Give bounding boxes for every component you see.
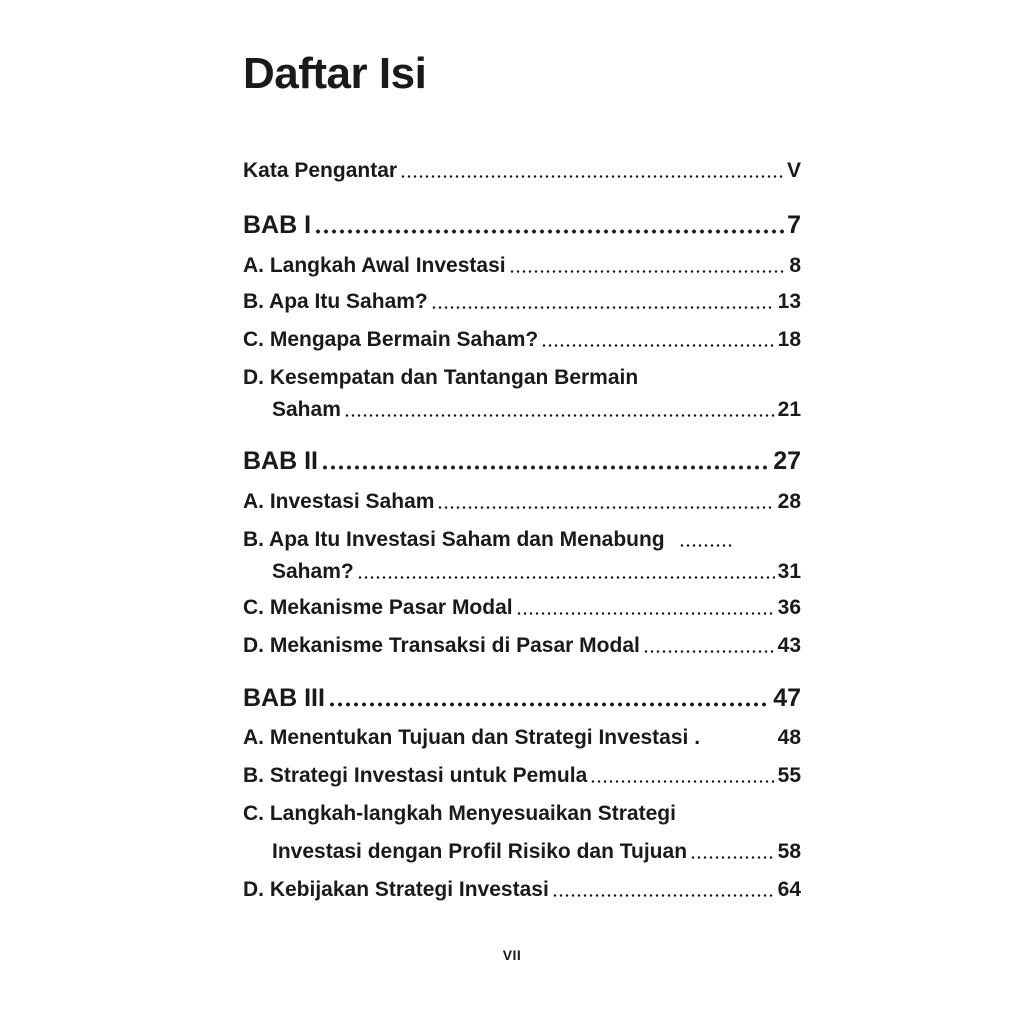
toc-entry-label: B. Apa Itu Saham? — [243, 290, 428, 313]
toc-entry-label: D. Kebijakan Strategi Investasi — [243, 878, 549, 901]
toc-entry-page: 31 — [777, 560, 801, 583]
toc-chapter-page: 7 — [787, 211, 801, 239]
toc-entry-page: 21 — [777, 398, 801, 421]
toc-entry-page: 48 — [777, 726, 801, 749]
dot-leader — [344, 413, 775, 418]
toc-entry-page: 43 — [777, 634, 801, 657]
dot-leader — [541, 343, 774, 348]
toc-entry-page: 55 — [777, 764, 801, 787]
dot-leader — [328, 701, 770, 708]
toc-entry-bab2-a[interactable] — [243, 488, 801, 516]
toc-entry-bab2-b[interactable] — [272, 558, 801, 586]
toc-entry-label: C. Mekanisme Pasar Modal — [243, 596, 513, 619]
dot-leader — [590, 779, 774, 784]
dot-leader — [321, 464, 770, 471]
toc-entry-bab1-b[interactable] — [243, 288, 801, 316]
toc-entry-page: 13 — [777, 290, 801, 313]
toc-entry-bab2-d[interactable] — [243, 632, 801, 660]
dot-leader — [400, 174, 784, 179]
toc-chapter-label: BAB II — [243, 447, 318, 475]
page-title: Daftar Isi — [243, 49, 427, 98]
toc-entry-label: A. Langkah Awal Investasi — [243, 254, 506, 277]
toc-entry-bab3-b[interactable] — [243, 762, 801, 790]
toc-chapter-bab-2[interactable] — [243, 445, 801, 477]
toc-chapter-label: BAB III — [243, 684, 325, 712]
toc-entry-bab3-c[interactable] — [272, 838, 801, 866]
toc-entry-bab1-a[interactable] — [243, 252, 801, 280]
toc-entry-label: A. Investasi Saham — [243, 490, 435, 513]
toc-entry-label: B. Apa Itu Investasi Saham dan Menabung — [243, 528, 665, 551]
dot-leader — [679, 543, 733, 548]
toc-entry-bab1-d-line1[interactable]: D. Kesempatan dan Tantangan Bermain — [243, 366, 639, 389]
toc-entry-label: D. Mekanisme Transaksi di Pasar Modal — [243, 634, 640, 657]
toc-entry-bab2-b-line1[interactable] — [243, 526, 801, 554]
toc-entry-bab3-c-line1[interactable]: C. Langkah-langkah Menyesuaikan Strategi — [243, 802, 676, 825]
toc-entry-label: Investasi dengan Profil Risiko dan Tujuan — [272, 840, 688, 863]
toc-entry-page: 28 — [777, 490, 801, 513]
toc-entry-bab3-d[interactable] — [243, 876, 801, 904]
dot-leader — [643, 649, 775, 654]
toc-entry-bab1-d[interactable] — [272, 396, 801, 424]
toc-entry-page: 58 — [777, 840, 801, 863]
dot-leader — [509, 269, 787, 274]
toc-entry-bab3-a[interactable] — [243, 724, 801, 752]
toc-chapter-bab-3[interactable] — [243, 682, 801, 714]
toc-entry-page: 8 — [789, 254, 801, 277]
toc-entry-kata-pengantar[interactable] — [243, 157, 801, 185]
toc-entry-label: Saham — [272, 398, 341, 421]
page-number: VII — [502, 947, 522, 963]
dot-leader — [516, 611, 775, 616]
toc-chapter-label: BAB I — [243, 211, 312, 239]
dot-leader — [431, 305, 775, 310]
toc-entry-page: V — [786, 159, 801, 182]
toc-entry-bab1-c[interactable] — [243, 326, 801, 354]
toc-entry-label: Saham? — [272, 560, 354, 583]
dot-leader — [437, 505, 774, 510]
toc-chapter-page: 47 — [773, 684, 801, 712]
dot-leader — [357, 575, 775, 580]
toc-entry-page: 64 — [777, 878, 801, 901]
dot-leader — [690, 855, 775, 860]
dot-leader — [314, 228, 784, 235]
toc-chapter-page: 27 — [773, 447, 801, 475]
toc-entry-bab2-c[interactable] — [243, 594, 801, 622]
toc-entry-label: A. Menentukan Tujuan dan Strategi Investasi . — [243, 726, 701, 749]
dot-leader — [552, 893, 775, 898]
toc-chapter-bab-1[interactable] — [243, 209, 801, 241]
toc-entry-page: 36 — [777, 596, 801, 619]
toc-entry-label: Kata Pengantar — [243, 159, 398, 182]
toc-entry-label: B. Strategi Investasi untuk Pemula — [243, 764, 588, 787]
toc-entry-label: C. Mengapa Bermain Saham? — [243, 328, 539, 351]
toc-entry-page: 18 — [777, 328, 801, 351]
